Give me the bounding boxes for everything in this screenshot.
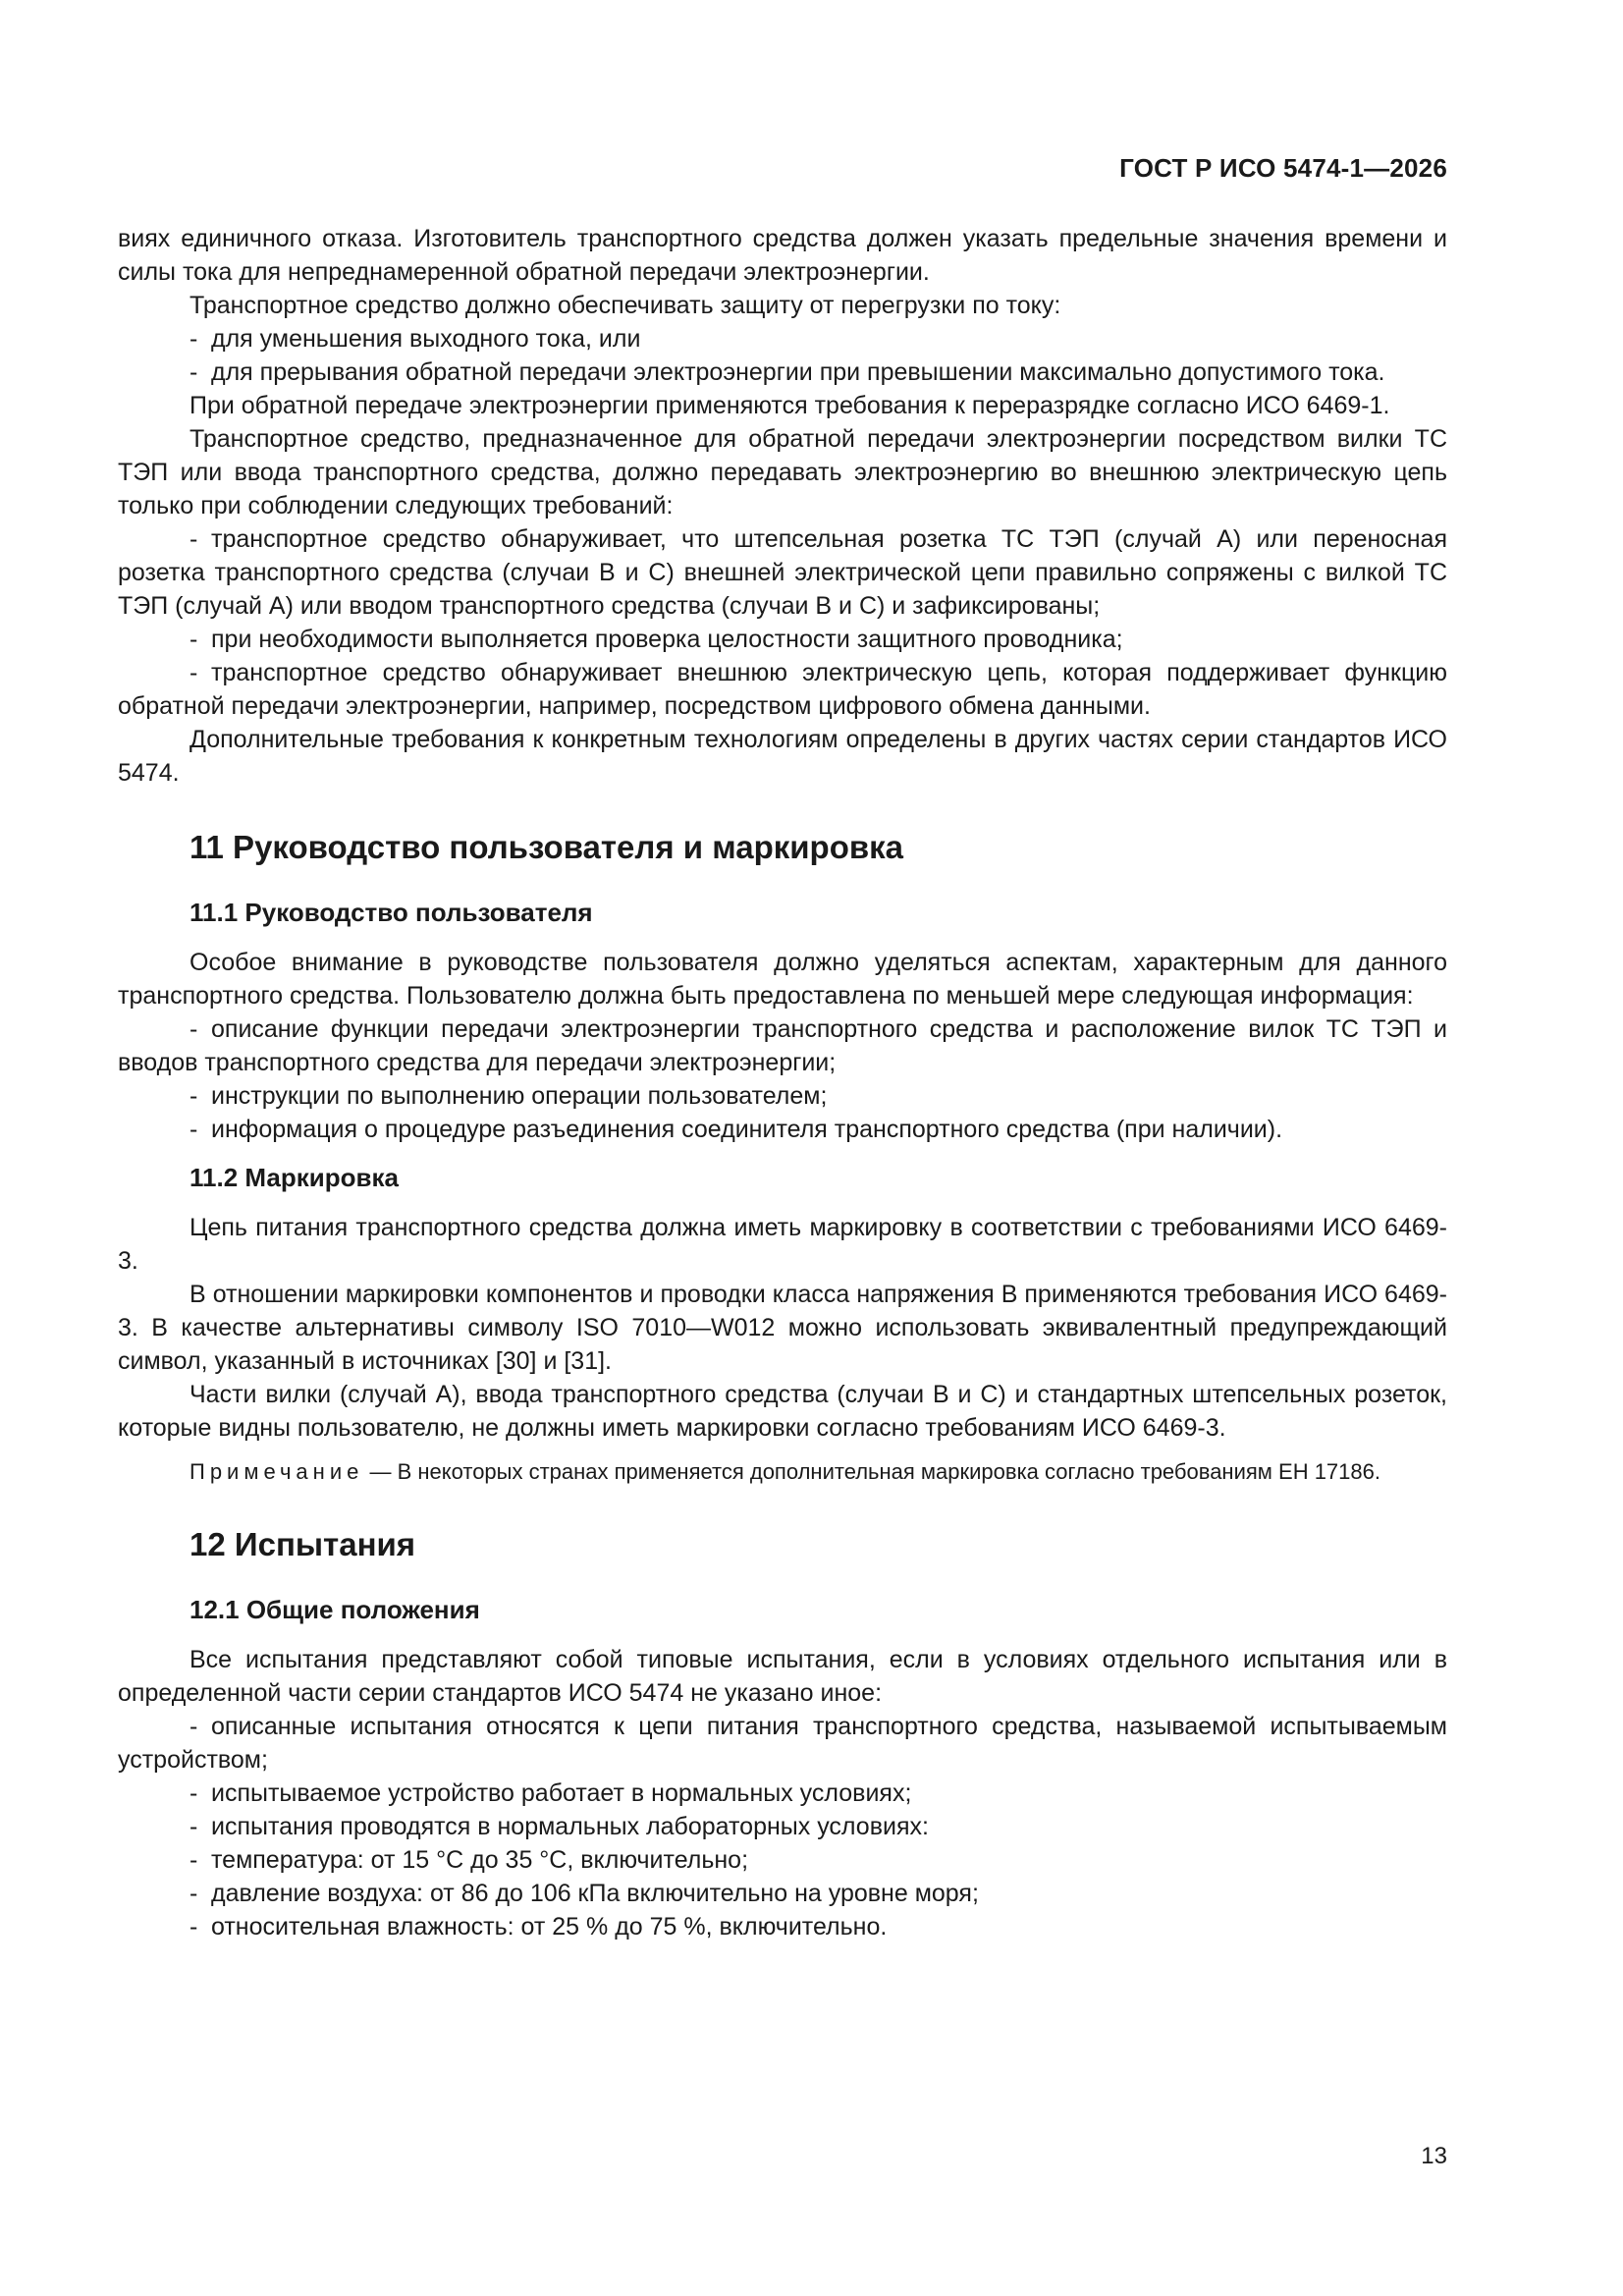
list-item: - относительная влажность: от 25 % до 75 %, включительно. bbox=[189, 1913, 888, 1941]
subsection-heading: 11.1 Руководство пользователя bbox=[189, 898, 593, 927]
paragraph: Части вилки (случай А), ввода транспортного средства (случаи В и С) и стандартных штепсельных розеток, которые видны пользователю, не должны иметь маркировки согласно требованиям ИСО 6469-3. bbox=[118, 1381, 1447, 1442]
page-number: 13 bbox=[1421, 2143, 1447, 2169]
paragraph: Особое внимание в руководстве пользователя должно уделяться аспектам, характерным для данного транспортного средства. Пользователю должна быть предоставлена по меньшей мере следующая информация: bbox=[118, 949, 1447, 1010]
section-heading: 11 Руководство пользователя и маркировка bbox=[189, 829, 904, 865]
paragraph: Все испытания представляют собой типовые испытания, если в условиях отдельного испытания или в определенной части серии стандартов ИСО 5474 не указано иное: bbox=[118, 1646, 1447, 1707]
list-item: - описание функции передачи электроэнергии транспортного средства и расположение вилок ТС ТЭП и вводов транспортного средства для передачи электроэнергии; bbox=[118, 1015, 1447, 1076]
list-item: - испытания проводятся в нормальных лабораторных условиях: bbox=[189, 1813, 929, 1840]
list-item: - транспортное средство обнаруживает, что штепсельная розетка ТС ТЭП (случай А) или переносная розетка транспортного средства (случаи В и С) внешней электрической цепи правильно сопряжены с вилкой ТС ТЭП (случай А) или вводом транспортного средства (случаи В и С) и зафиксированы; bbox=[118, 525, 1447, 620]
paragraph: В отношении маркировки компонентов и проводки класса напряжения В применяются требования ИСО 6469-3. В качестве альтернативы символу ISO 7010—W012 можно использовать эквивалентный предупреждающий символ, указанный в источниках [30] и [31]. bbox=[118, 1281, 1447, 1375]
list-item: - при необходимости выполняется проверка целостности защитного проводника; bbox=[189, 626, 1123, 653]
paragraph: виях единичного отказа. Изготовитель транспортного средства должен указать предельные значения времени и силы тока для непреднамеренной обратной передачи электроэнергии. bbox=[118, 225, 1447, 286]
note bbox=[118, 1456, 1447, 1487]
paragraph: Транспортное средство, предназначенное для обратной передачи электроэнергии посредством вилки ТС ТЭП или ввода транспортного средства, должно передавать электроэнергию во внешнюю электрическую цепь только при соблюдении следующих требований: bbox=[118, 425, 1447, 519]
list-item: - для прерывания обратной передачи электроэнергии при превышении максимально допустимого тока. bbox=[189, 358, 1385, 386]
list-item: - давление воздуха: от 86 до 106 кПа включительно на уровне моря; bbox=[189, 1880, 979, 1907]
paragraph: Дополнительные требования к конкретным технологиям определены в других частях серии стандартов ИСО 5474. bbox=[118, 726, 1447, 787]
standard-code: ГОСТ Р ИСО 5474-1—2026 bbox=[1119, 153, 1447, 183]
subsection-heading: 12.1 Общие положения bbox=[189, 1595, 480, 1624]
list-item: - инструкции по выполнению операции пользователем; bbox=[189, 1082, 828, 1110]
list-item: - информация о процедуре разъединения соединителя транспортного средства (при наличии). bbox=[189, 1116, 1283, 1143]
note-label: Примечание bbox=[189, 1459, 364, 1484]
page-content bbox=[118, 222, 1447, 1943]
subsection-heading: 11.2 Маркировка bbox=[189, 1163, 399, 1192]
list-item: - для уменьшения выходного тока, или bbox=[189, 325, 641, 353]
note-text: — В некоторых странах применяется дополнительная маркировка согласно требованиям ЕН 17186. bbox=[363, 1459, 1380, 1484]
paragraph: Транспортное средство должно обеспечивать защиту от перегрузки по току: bbox=[189, 292, 1061, 319]
paragraph: Цепь питания транспортного средства должна иметь маркировку в соответствии с требованиями ИСО 6469-3. bbox=[118, 1214, 1447, 1275]
paragraph: При обратной передаче электроэнергии применяются требования к переразрядке согласно ИСО 6469-1. bbox=[189, 392, 1390, 419]
list-item: - испытываемое устройство работает в нормальных условиях; bbox=[189, 1779, 912, 1807]
list-item: - транспортное средство обнаруживает внешнюю электрическую цепь, которая поддерживает функцию обратной передачи электроэнергии, например, посредством цифрового обмена данными. bbox=[118, 659, 1447, 720]
list-item: - описанные испытания относятся к цепи питания транспортного средства, называемой испытываемым устройством; bbox=[118, 1713, 1447, 1774]
section-heading: 12 Испытания bbox=[189, 1526, 416, 1562]
list-item: - температура: от 15 °С до 35 °С, включительно; bbox=[189, 1846, 749, 1874]
